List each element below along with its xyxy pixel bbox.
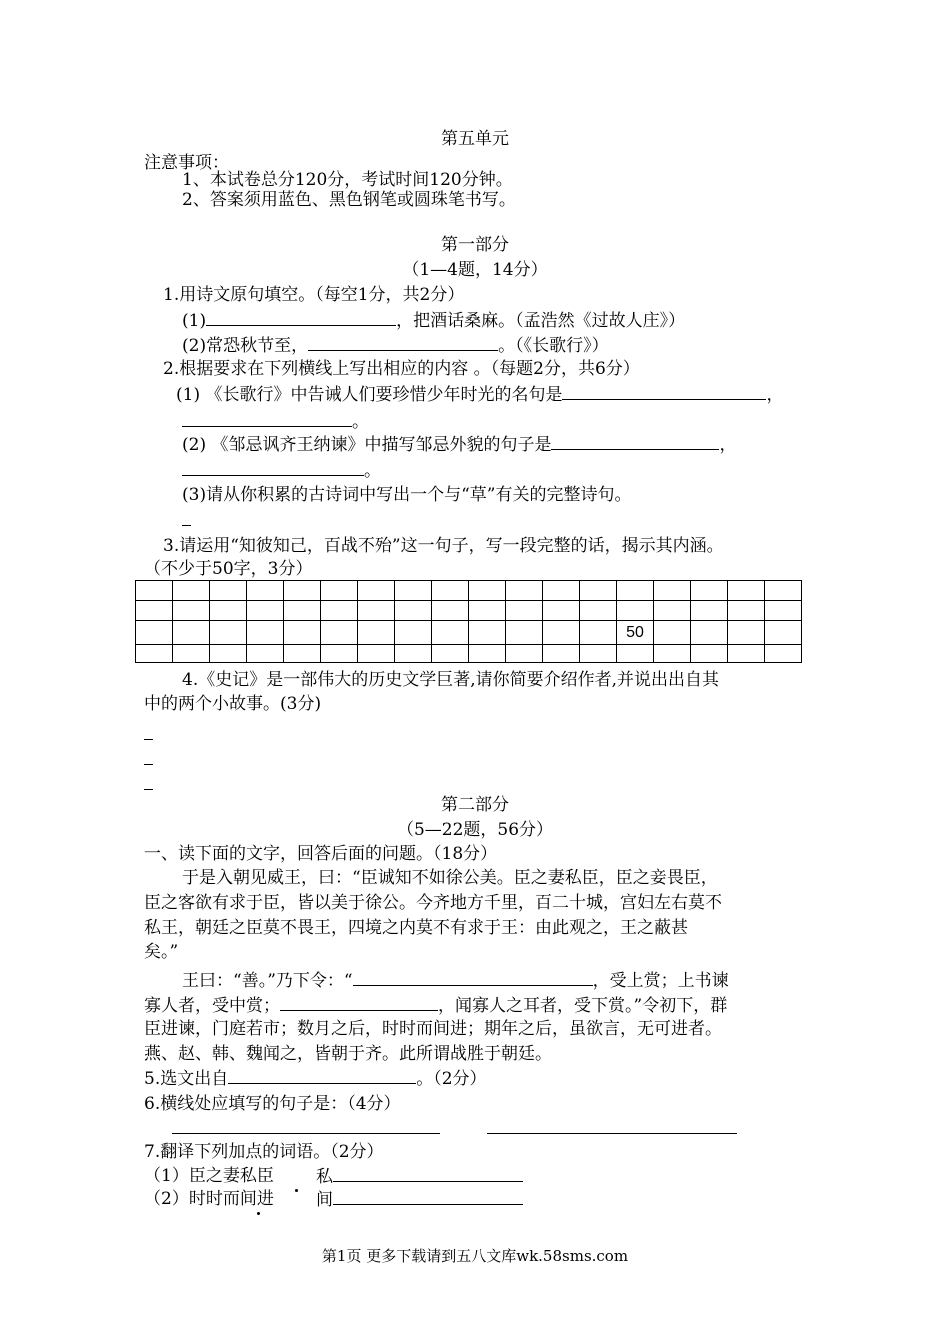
passage-line: 臣进谏，门庭若市；数月之后，时时而间进；期年之后，虽欲言，无可进者。 xyxy=(144,1019,722,1039)
q2-stem: 2.根据要求在下列横线上写出相应的内容 。（每题2分，共6分） xyxy=(163,359,640,379)
writing-grid[interactable] xyxy=(135,580,802,663)
answer-blank[interactable] xyxy=(280,994,438,1011)
section1-heading: 一、读下面的文字，回答后面的问题。（18分） xyxy=(144,844,498,864)
q4-line-1: 4.《史记》是一部伟大的历史文学巨著,请你简要介绍作者,并说出出自其 xyxy=(182,670,720,690)
q2-b-period: 。 xyxy=(364,461,381,481)
q3-note: （不少于50字，3分） xyxy=(144,559,313,579)
page-title: 第五单元 xyxy=(441,129,509,149)
answer-blank[interactable] xyxy=(353,969,593,986)
passage-line: 矣。” xyxy=(144,942,179,962)
answer-blank[interactable] xyxy=(172,1133,440,1134)
passage-line xyxy=(144,994,727,1017)
q7-stem: 7.翻译下列加点的词语。（2分） xyxy=(144,1142,384,1162)
q7-item-2 xyxy=(144,1188,274,1210)
q5-prefix: 5.选文出自 xyxy=(144,1069,229,1089)
q2-b-comma: ， xyxy=(719,435,737,455)
answer-blank[interactable] xyxy=(562,383,766,400)
passage-l5a: 王曰：“善。”乃下令：“ xyxy=(182,971,353,991)
q7-item-2-answer xyxy=(316,1188,523,1211)
q2-a-text: (1) 《长歌行》中告诫人们要珍惜少年时光的名句是 xyxy=(176,385,563,405)
q2-line-b xyxy=(182,433,736,456)
q1-b-suffix: 。（《长歌行》） xyxy=(498,336,609,356)
answer-blank[interactable] xyxy=(333,1188,523,1205)
q4-line-2: 中的两个小故事。(3分) xyxy=(144,694,322,714)
answer-blank[interactable] xyxy=(487,1133,737,1134)
q2-a-period: 。 xyxy=(352,412,369,432)
q1-stem: 1.用诗文原句填空。（每空1分，共2分） xyxy=(163,285,465,305)
q2-line-a xyxy=(176,383,783,406)
q2-line-c: (3)请从你积累的古诗词中写出一个与“草”有关的完整诗句。 xyxy=(182,485,632,505)
q5-line xyxy=(144,1067,487,1090)
passage-l6a: 寡人者，受中赏； xyxy=(144,996,280,1016)
q7-b-label: （2）时时而间进 xyxy=(144,1189,274,1209)
q7-item-1 xyxy=(144,1165,274,1187)
q1-b-prefix: (2)常恐秋节至， xyxy=(182,336,309,356)
q3-stem: 3.请运用“知彼知己，百战不殆”这一句子，写一段完整的话，揭示其内涵。 xyxy=(163,536,724,556)
part2-title: 第二部分 xyxy=(441,795,509,815)
q1-line-b xyxy=(182,334,609,357)
notice-item-1: 1、本试卷总分120分，考试时间120分钟。 xyxy=(182,170,513,190)
answer-blank[interactable] xyxy=(144,789,153,790)
q2-a-comma: ， xyxy=(766,385,784,405)
q7-item-1-answer xyxy=(316,1165,523,1188)
emphasis-dot xyxy=(257,1212,260,1215)
part1-title: 第一部分 xyxy=(441,235,509,255)
q7-b-word: 间 xyxy=(316,1190,333,1210)
q1-a-prefix: (1) xyxy=(182,311,207,331)
q1-line-a xyxy=(182,309,685,332)
part2-range: （5—22题，56分） xyxy=(396,820,554,840)
passage-line: 燕、赵、韩、魏闻之，皆朝于齐。此所谓战胜于朝廷。 xyxy=(144,1044,552,1064)
answer-blank[interactable] xyxy=(144,739,153,740)
answer-blank[interactable] xyxy=(182,525,191,526)
page-footer: 第1页 更多下载请到五八文库wk.58sms.com xyxy=(321,1247,629,1265)
q7-a-word: 私 xyxy=(316,1167,333,1187)
q2-b-text: (2) 《邹忌讽齐王纳谏》中描写邹忌外貌的句子是 xyxy=(182,435,552,455)
answer-blank[interactable] xyxy=(182,410,352,427)
passage-line: 于是入朝见威王，曰：“臣诚知不如徐公美。臣之妻私臣，臣之妾畏臣， xyxy=(182,868,718,888)
q6-stem: 6.横线处应填写的句子是：（4分） xyxy=(144,1094,401,1114)
part1-range: （1—4题，14分） xyxy=(402,260,548,280)
answer-blank[interactable] xyxy=(308,334,498,351)
passage-l6b: ，闻寡人之耳者，受下赏。”令初下，群 xyxy=(438,996,728,1016)
answer-blank[interactable] xyxy=(228,1067,416,1084)
q2-line-a2 xyxy=(182,410,369,433)
passage-l5b: ，受上赏；上书谏 xyxy=(592,971,729,991)
passage-line xyxy=(182,969,729,992)
notice-heading: 注意事项： xyxy=(144,153,229,173)
answer-blank[interactable] xyxy=(182,459,364,476)
answer-blank[interactable] xyxy=(333,1165,523,1182)
passage-line: 臣之客欲有求于臣，皆以美于徐公。今齐地方千里，百二十城，宫妇左右莫不 xyxy=(144,893,722,913)
q2-line-b2 xyxy=(182,459,381,482)
q1-a-suffix: ，把酒话桑麻。（孟浩然《过故人庄》） xyxy=(396,311,686,331)
answer-blank[interactable] xyxy=(206,309,396,326)
passage-line: 私王，朝廷之臣莫不畏王，四境之内莫不有求于王：由此观之，王之蔽甚 xyxy=(144,918,688,938)
q5-suffix: 。（2分） xyxy=(416,1069,487,1089)
grid-count-label: 50 xyxy=(617,621,654,645)
emphasis-dot xyxy=(295,1189,298,1192)
q7-a-label: （1）臣之妻私臣 xyxy=(144,1166,274,1186)
answer-blank[interactable] xyxy=(144,764,153,765)
notice-item-2: 2、答案须用蓝色、黑色钢笔或圆珠笔书写。 xyxy=(182,190,516,210)
answer-blank[interactable] xyxy=(551,433,719,450)
